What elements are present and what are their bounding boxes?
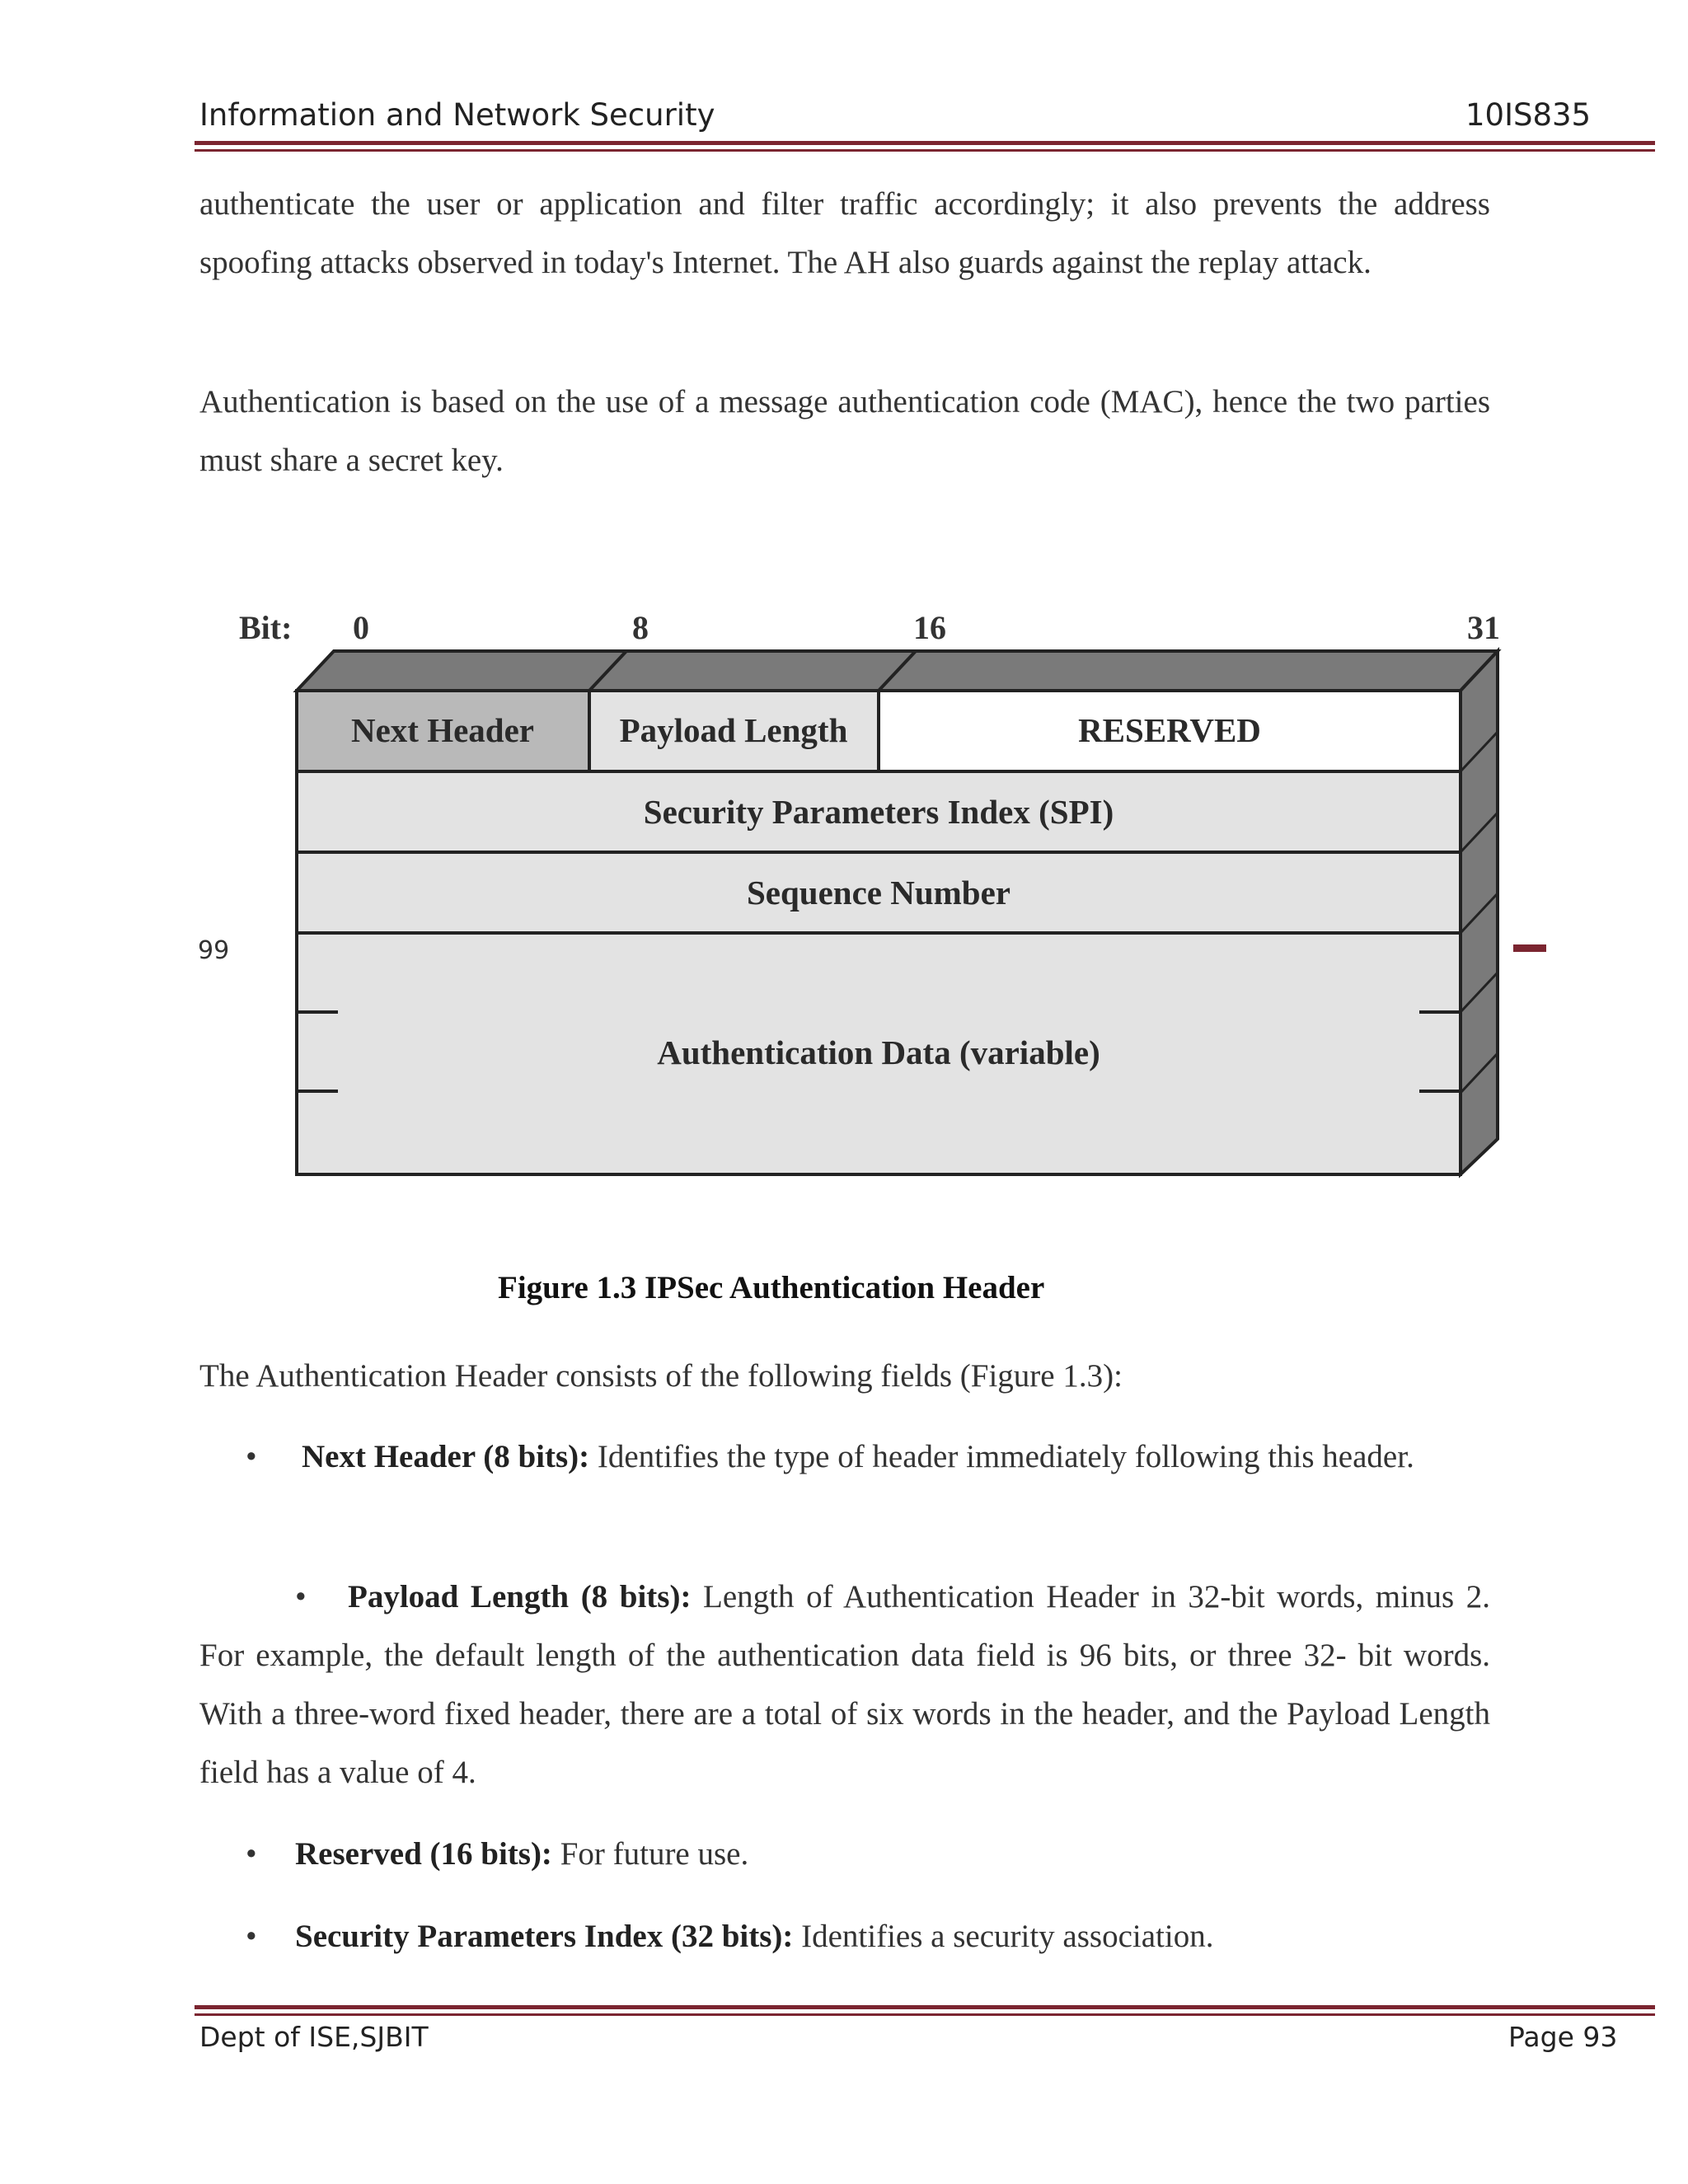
bullet-dot-4: • [246, 1919, 257, 1954]
bullet-text: Identifies the type of header immediately following this header. [589, 1439, 1414, 1474]
payload-length-label: Payload Length [619, 711, 848, 749]
ah-header-figure [214, 593, 1517, 1199]
bit-label: Bit: [239, 609, 293, 646]
margin-note: 99 [198, 936, 230, 965]
header-rule-thick [195, 141, 1655, 145]
footer-rule-thin [195, 2013, 1655, 2016]
bullet-term: Payload Length (8 bits): [348, 1579, 692, 1615]
bullet-payload-length [199, 1568, 1490, 1802]
bullet-dot-1: • [246, 1439, 257, 1474]
intro-paragraph-1: authenticate the user or application and filter traffic accordingly; it also prevents the address spoofing attacks observed in today's Internet. The AH also guards against the replay attack. [199, 186, 1490, 280]
ah-diagram [214, 593, 1517, 1195]
bit-mark-8: 8 [632, 609, 649, 646]
footer-dept: Dept of ISE,SJBIT [199, 2021, 429, 2053]
bullet-dot-3: • [246, 1836, 257, 1872]
bullet-reserved [295, 1825, 748, 1883]
spi-label: Security Parameters Index (SPI) [643, 793, 1114, 831]
bullet-text: For future use. [551, 1836, 749, 1872]
footer-page-number: Page 93 [1508, 2021, 1618, 2053]
bullet-term: Security Parameters Index (32 bits): [295, 1919, 794, 1954]
margin-mark [1513, 944, 1546, 952]
bit-mark-16: 16 [913, 609, 946, 646]
auth-data-label: Authentication Data (variable) [657, 1033, 1100, 1071]
bullet-spi [295, 1907, 1213, 1966]
bullet-next-header [199, 1427, 1490, 1486]
running-header-title: Information and Network Security [199, 97, 715, 133]
bullet-term: Reserved (16 bits): [295, 1836, 552, 1872]
reserved-label: RESERVED [1078, 711, 1261, 749]
figure-caption: Figure 1.3 IPSec Authentication Header [498, 1270, 1045, 1305]
bit-mark-0: 0 [353, 609, 369, 646]
bullet-text: Identifies a security association. [793, 1919, 1214, 1954]
course-code: 10IS835 [1465, 97, 1592, 133]
bullet-text: Length of Authentication Header in 32-bit words, minus 2. For example, the default length of the authentication data field is 96 bits, or three 32- bit words. With a three-word fixed header, there are a total of six words in the header, and the Payload Length field has a value of 4. [199, 1579, 1490, 1790]
intro-paragraph-2: Authentication is based on the use of a message authentication code (MAC), hence the two parties must share a secret key. [199, 384, 1490, 478]
fields-intro: The Authentication Header consists of the following fields (Figure 1.3): [199, 1358, 1123, 1394]
header-rule-thin [195, 149, 1655, 152]
bit-mark-31: 31 [1467, 609, 1500, 646]
footer-rule-thick [195, 2005, 1655, 2009]
bullet-term: Next Header (8 bits): [302, 1439, 590, 1474]
bullet-dot-2: • [295, 1579, 307, 1615]
sequence-label: Sequence Number [746, 874, 1011, 912]
next-header-label: Next Header [351, 711, 534, 749]
